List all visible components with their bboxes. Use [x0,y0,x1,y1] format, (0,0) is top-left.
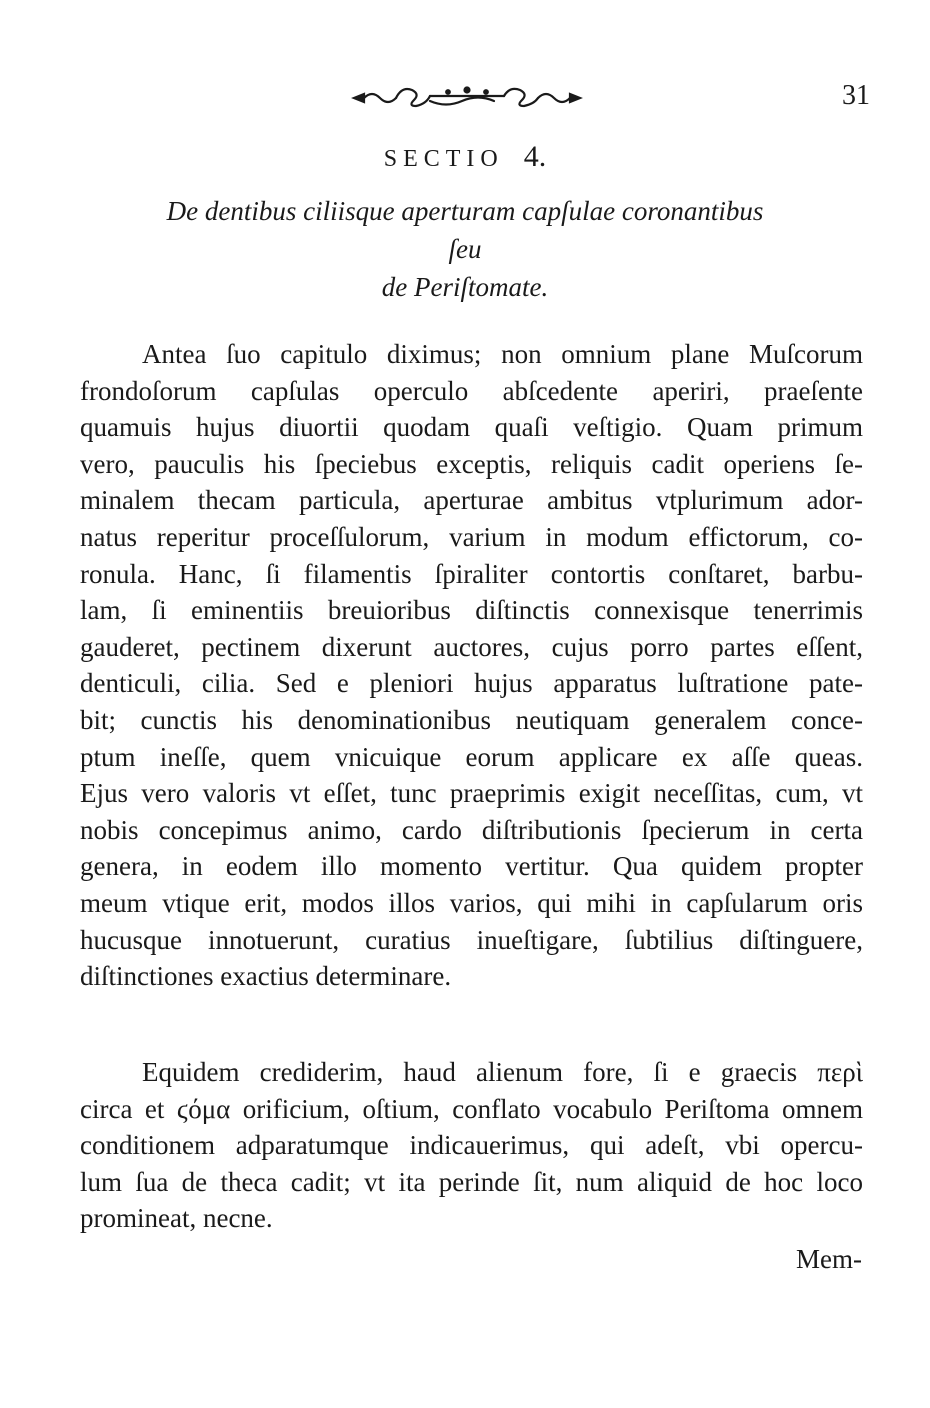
text-line: gauderet, pectinem dixerunt auctores, cujus porro partes eſſent, [80,631,863,662]
text-line: bit; cunctis his denominationibus neutiquam generalem conce- [80,704,863,735]
section-label: SECTIO [383,146,504,172]
title-line-3: de Periſtomate. [381,272,549,302]
section-title [0,192,930,306]
text-line: natus reperitur proceſſulorum, varium in modum effictorum, co- [80,521,863,552]
catchword: Mem- [796,1244,862,1274]
text-line: circa et ϛόμα orificium, oſtium, conflato vocabulo Periſtoma omnem [80,1093,863,1124]
text-line: Antea ſuo capitulo diximus; non omnium plane Muſcorum [142,339,863,369]
title-line-2: ſeu [448,234,482,264]
text-line: frondoſorum capſulas operculo abſcedente aperiri, praeſente [80,375,863,406]
section-heading [0,142,930,172]
section-number: 4. [523,140,547,173]
decorative-ornament-icon [350,80,584,116]
text-line: Equidem crediderim, haud alienum fore, ſi e graecis περὶ [142,1057,863,1087]
text-line: lum ſua de theca cadit; vt ita perinde ſit, num aliquid de hoc loco [80,1166,863,1197]
text-line: genera, in eodem illo momento vertitur. Qua quidem propter [80,851,863,882]
text-line: promineat, necne. [80,1203,273,1234]
paragraph-2 [80,1054,863,1237]
text-line: conditionem adparatumque indicauerimus, qui adeſt, vbi opercu- [80,1130,863,1161]
paragraph-1 [80,336,863,995]
text-line: quamuis hujus diuortii quodam quaſi veſtigio. Quam primum [80,412,863,443]
text-line: lam, ſi eminentiis breuioribus diſtinctis connexisque tenerrimis [80,595,863,626]
text-line: hucusque innotuerunt, curatius inueſtigare, ſubtilius diſtinguere, [80,924,863,955]
page-number: 31 [842,80,870,111]
text-line: nobis concepimus animo, cardo diſtributionis ſpecierum in certa [80,814,863,845]
text-line: diſtinctiones exactius determinare. [80,961,452,992]
text-line: ronula. Hanc, ſi filamentis ſpiraliter contortis conſtaret, barbu- [80,558,863,589]
text-line: meum vtique erit, modos illos varios, qui mihi in capſularum oris [80,887,863,918]
title-line-1: De dentibus ciliisque aperturam capſulae coronantibus [166,196,764,226]
text-line: Ejus vero valoris vt eſſet, tunc praeprimis exigit neceſſitas, cum, vt [80,778,863,809]
text-line: denticuli, cilia. Sed e pleniori hujus apparatus luſtratione pate- [80,668,863,699]
text-line: vero, pauculis his ſpeciebus exceptis, reliquis cadit operiens ſe- [80,448,863,479]
text-line: ptum ineſſe, quem vnicuique eorum applicare ex aſſe queas. [80,741,863,772]
text-line: minalem thecam particula, aperturae ambitus vtplurimum ador- [80,485,863,516]
